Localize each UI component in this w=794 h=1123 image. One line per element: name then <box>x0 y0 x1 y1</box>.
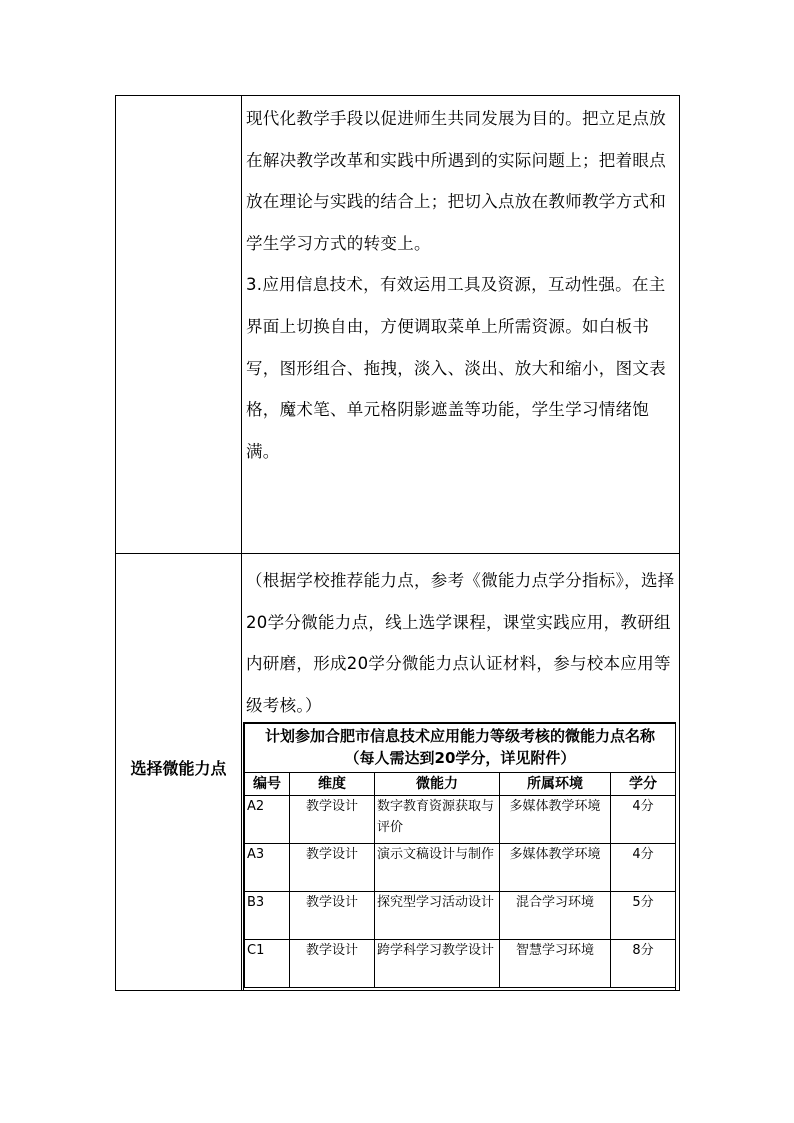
cell-environment: 多媒体教学环境 <box>500 796 611 844</box>
caption-line1: 计划参加合肥市信息技术应用能力等级考核的微能力点名称 <box>264 727 655 745</box>
ability-table <box>244 723 676 988</box>
paragraph-info-tech: 3.应用信息技术，有效运用工具及资源，互动性强。在主界面上切换自由，方便调取菜单上所需资源。如白板书写，图形组合、拖拽，淡入、淡出、放大和缩小，图文表格，魔术笔、单元格阴影遮盖等功能，学生学习情绪饱满。 <box>246 275 666 461</box>
table-row <box>245 940 676 988</box>
cell-environment: 多媒体教学环境 <box>500 844 611 892</box>
intro-text: （根据学校推荐能力点，参考《微能力点学分指标》，选择20学分微能力点，线上选学课程，课堂实践应用，教研组内研磨，形成20学分微能力点认证材料，参与校本应用等级考核。） <box>246 571 675 715</box>
caption-line2: （每人需达到20学分，详见附件） <box>344 749 576 767</box>
row-divider <box>116 553 679 554</box>
table-row <box>245 892 676 940</box>
header-ability: 微能力 <box>375 773 500 796</box>
cell-id: A2 <box>245 796 290 844</box>
cell-ability: 跨学科学习教学设计 <box>375 940 500 988</box>
ability-table-frame <box>243 722 676 991</box>
upper-paragraph <box>246 98 676 472</box>
cell-environment: 混合学习环境 <box>500 892 611 940</box>
header-dimension: 维度 <box>290 773 375 796</box>
header-environment: 所属环境 <box>500 773 611 796</box>
paragraph-teaching-goals: 现代化教学手段以促进师生共同发展为目的。把立足点放在解决教学改革和实践中所遇到的实际问题上；把着眼点放在理论与实践的结合上；把切入点放在教师教学方式和学生学习方式的转变上。 <box>246 109 666 253</box>
cell-id: C1 <box>245 940 290 988</box>
cell-id: A3 <box>245 844 290 892</box>
header-credit: 学分 <box>611 773 676 796</box>
cell-ability: 数字教育资源获取与评价 <box>375 796 500 844</box>
form-table <box>115 95 680 991</box>
cell-dimension: 教学设计 <box>290 844 375 892</box>
cell-id: B3 <box>245 892 290 940</box>
cell-credit: 4分 <box>611 844 676 892</box>
table-caption <box>245 724 676 773</box>
cell-credit: 4分 <box>611 796 676 844</box>
cell-dimension: 教学设计 <box>290 796 375 844</box>
cell-ability: 演示文稿设计与制作 <box>375 844 500 892</box>
header-id: 编号 <box>245 773 290 796</box>
cell-dimension: 教学设计 <box>290 892 375 940</box>
cell-ability: 探究型学习活动设计 <box>375 892 500 940</box>
header-row <box>245 773 676 796</box>
cell-credit: 8分 <box>611 940 676 988</box>
column-divider <box>241 96 242 990</box>
section-label: 选择微能力点 <box>130 759 227 778</box>
cell-dimension: 教学设计 <box>290 940 375 988</box>
table-row <box>245 844 676 892</box>
table-row <box>245 796 676 844</box>
cell-environment: 智慧学习环境 <box>500 940 611 988</box>
cell-credit: 5分 <box>611 892 676 940</box>
intro-paragraph <box>246 560 676 726</box>
